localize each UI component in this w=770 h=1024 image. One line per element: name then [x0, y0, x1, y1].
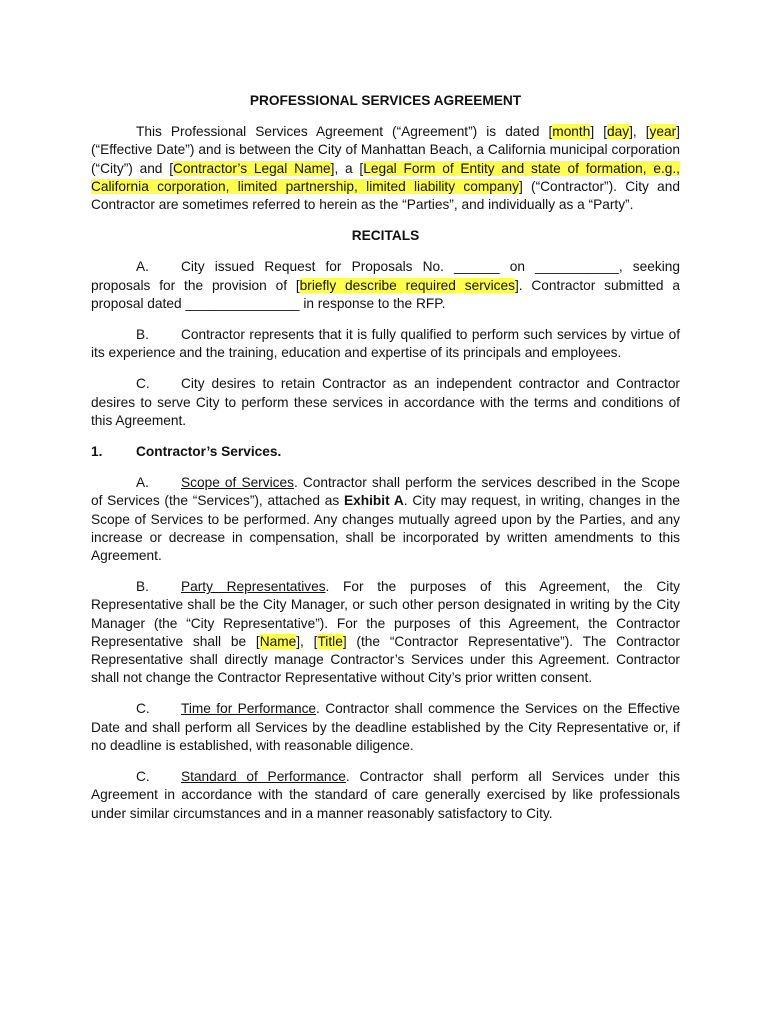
placeholder-rep-title: Title [317, 633, 343, 649]
subsection-c-standard-text: . Contractor shall perform all Services under this Agreement in accordance with the standard of care generally exercised by like professionals under similar circumstances and in a manner reasonably satisfactory to City. [91, 769, 680, 821]
recital-a [91, 258, 680, 313]
subsection-c-standard [91, 768, 680, 823]
section-1-heading [91, 443, 680, 461]
intro-text-1: This Professional Services Agreement (“Agreement”) is dated [ [136, 124, 553, 140]
subsection-c-standard-label: C. [136, 769, 150, 785]
recital-a-label: A. [136, 259, 149, 275]
section-1-number: 1. [91, 444, 103, 460]
placeholder-month: month [552, 124, 591, 140]
recital-c [91, 375, 680, 430]
recitals-heading: RECITALS [351, 228, 420, 244]
intro-text-3: ], [ [629, 124, 650, 140]
placeholder-year: year [649, 124, 677, 140]
intro-text-4: ] (“Effective Date”) and is between the City of Manhattan Beach, a California municipal corporation (“City”) and [ [91, 124, 680, 176]
subsection-b-text-2: ], [ [296, 633, 318, 649]
recital-b-label: B. [136, 327, 149, 343]
subsection-b-label: B. [136, 579, 149, 595]
section-1-title: Contractor’s Services. [136, 444, 282, 460]
intro-text-5: ], a [ [330, 160, 364, 176]
exhibit-a-reference: Exhibit A [344, 493, 404, 509]
document-title: PROFESSIONAL SERVICES AGREEMENT [249, 93, 522, 108]
recital-a-text-2: ]. Contractor submitted a proposal dated _______________ in response to the RFP. [91, 277, 680, 311]
subsection-c-time [91, 700, 680, 755]
subsection-c-standard-heading: Standard of Performance [181, 769, 346, 785]
subsection-b [91, 578, 680, 687]
intro-text-2: ] [ [590, 124, 607, 140]
subsection-a [91, 474, 680, 565]
recital-c-label: C. [136, 376, 150, 392]
placeholder-legal-form: Legal Form of Entity and state of formation, e.g., California corporation, limited partnership, limited liability company [91, 160, 680, 194]
subsection-b-heading: Party Representatives [181, 579, 326, 595]
placeholder-service-description: briefly describe required services [299, 277, 515, 293]
document-body [91, 92, 680, 836]
subsection-a-text-1: . Contractor shall perform the services described in the Scope of Services (the “Services”), attached as [91, 475, 680, 509]
intro-text-6: ] (“Contractor”). City and Contractor are sometimes referred to herein as the “Parties”, and individually as a “Party”. [91, 178, 680, 213]
subsection-a-label: A. [136, 475, 149, 491]
placeholder-contractor-name: Contractor’s Legal Name [173, 160, 331, 176]
recital-b-text: Contractor represents that it is fully qualified to perform such services by virtue of its experience and the training, education and expertise of its principals and employees. [91, 327, 680, 361]
subsection-a-text-2: . City may request, in writing, changes in the Scope of Services to be performed. Any changes mutually agreed upon by the Parties, and any increase or decrease in compensation, shall be incorporated by written amendments to this Agreement. [91, 493, 681, 564]
subsection-b-text-1: . For the purposes of this Agreement, the City Representative shall be the City Manager, or such other person designated in writing by the City Manager (the “City Representative”). For the purposes of this Agreement, the Contractor Representative shall be [ [91, 579, 680, 649]
recital-a-text-1: City issued Request for Proposals No. ______ on ___________, seeking proposals for the provision of [ [91, 259, 680, 293]
placeholder-rep-name: Name [259, 633, 297, 649]
recital-c-text: City desires to retain Contractor as an independent contractor and Contractor desires to serve City to perform these services in accordance with the terms and conditions of this Agreement. [91, 376, 680, 428]
placeholder-day: day [607, 124, 630, 140]
intro-paragraph [91, 123, 680, 214]
subsection-c-time-label: C. [136, 701, 150, 717]
subsection-c-time-heading: Time for Performance [181, 701, 317, 717]
subsection-a-heading: Scope of Services [181, 475, 294, 491]
subsection-b-text-3: ] (the “Contractor Representative”). The Contractor Representative shall directly manage Contractor’s Services under this Agreement. Contractor shall not change the Contractor Representative without City’s prior written consent. [91, 633, 680, 686]
recital-b [91, 326, 680, 362]
subsection-c-time-text: . Contractor shall commence the Services on the Effective Date and shall perform all Services by the deadline established by the City Representative or, if no deadline is established, with reasonable diligence. [91, 701, 680, 753]
